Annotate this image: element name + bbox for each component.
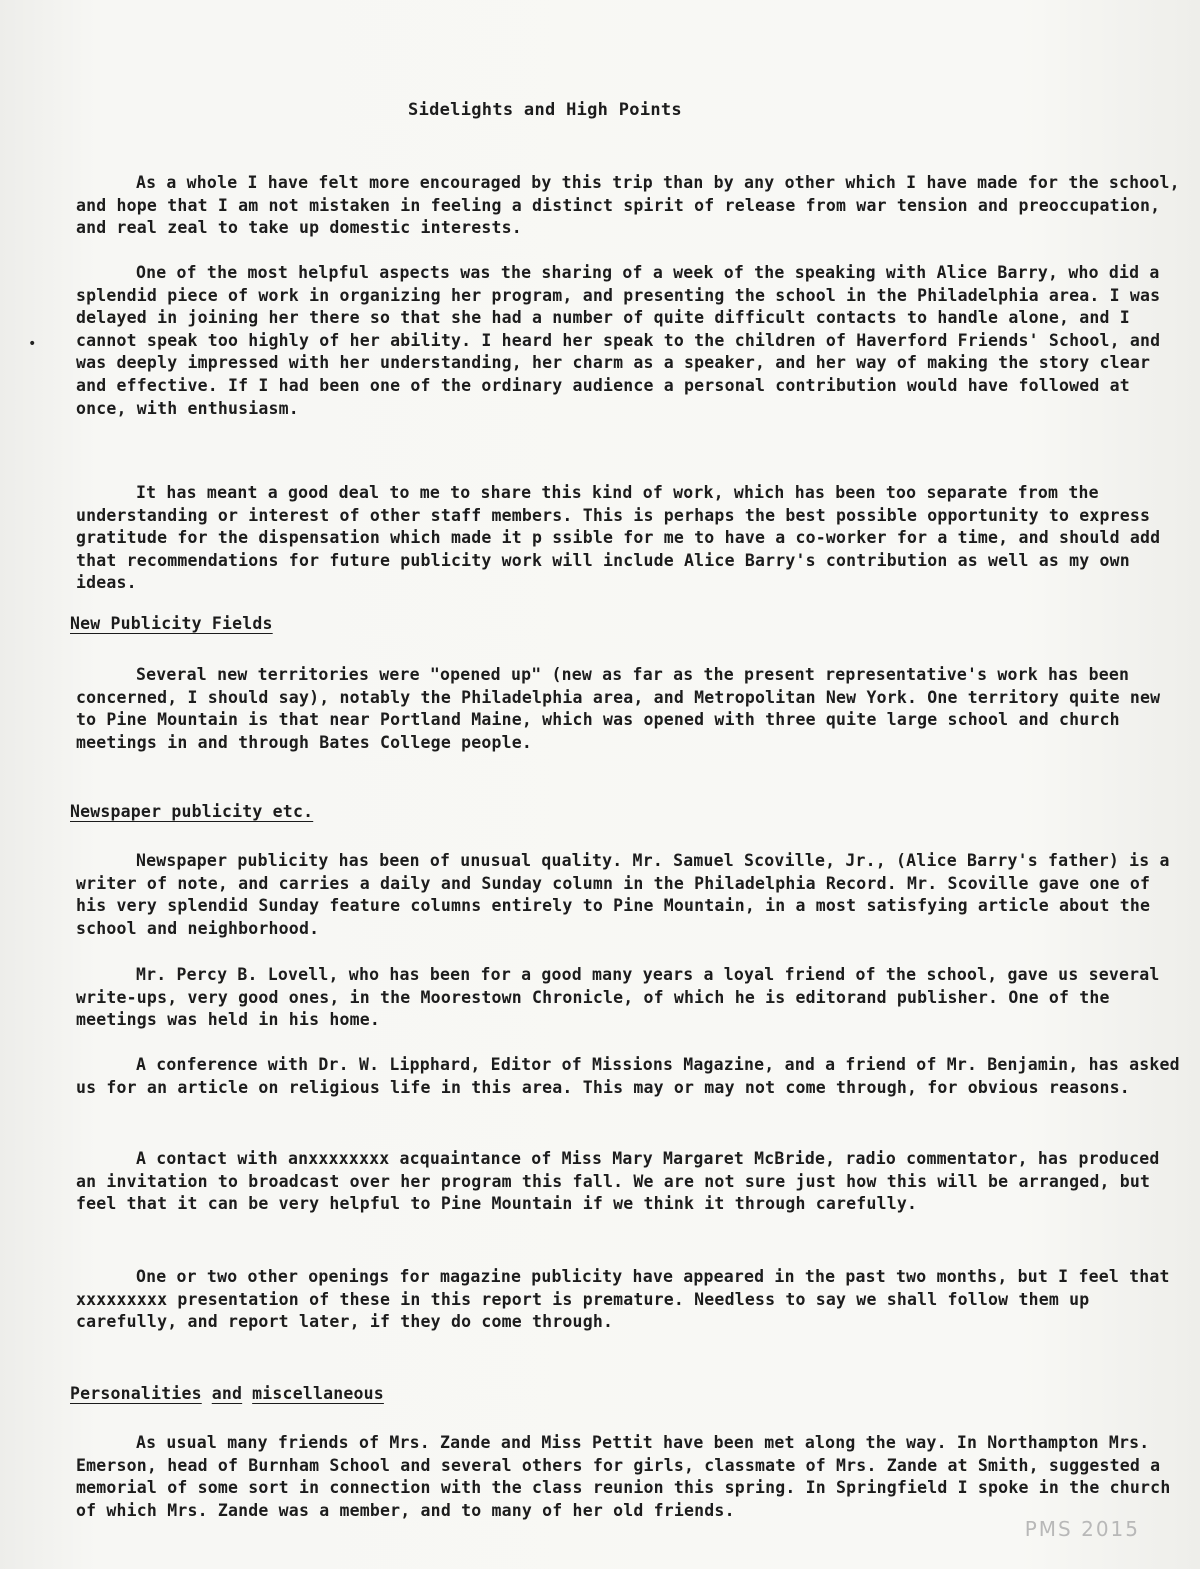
newspaper-paragraph-5: One or two other openings for magazine publicity have appeared in the past two months, but I feel that xxxxxxxxx presentation of these in this report is premature. Needless to say we shall follow them up carefully, and report later, if they do come through. [76, 1267, 1180, 1332]
margin-dot: • [28, 336, 37, 352]
section-heading-newspaper: Newspaper publicity etc. [70, 802, 314, 821]
section-heading-personalities [70, 1384, 384, 1403]
personalities-paragraph-1: As usual many friends of Mrs. Zande and Miss Pettit have been met along the way. In Northampton Mrs. Emerson, head of Burnham School and several others for girls, classmate of Mrs. Zande at Smith, suggested a memorial of some sort in connection with the class reunion this spring. In Springfield I spoke in the church of which Mrs. Zande was a member, and to many of her old friends. [76, 1433, 1181, 1520]
newspaper-paragraph-1: Newspaper publicity has been of unusual quality. Mr. Samuel Scoville, Jr., (Alice Barry's father) is a writer of note, and carries a daily and Sunday column in the Philadelphia Record. Mr. Scoville gave one of his very splendid Sunday feature columns entirely to Pine Mountain, in a most satisfying article about the school and neighborhood. [76, 851, 1180, 938]
newspaper-paragraph-3: A conference with Dr. W. Lipphard, Editor of Missions Magazine, and a friend of Mr. Benjamin, has asked us for an article on religious life in this area. This may or may not come through, for obvious reasons. [76, 1055, 1190, 1097]
newspaper-paragraph-2: Mr. Percy B. Lovell, who has been for a good many years a loyal friend of the school, gave us several write-ups, very good ones, in the Moorestown Chronicle, of which he is editorand publisher. One of the meetings was held in his home. [76, 965, 1170, 1030]
newspaper-paragraph-4: A contact with anxxxxxxxx acquaintance of Miss Mary Margaret McBride, radio commentator, has produced an invitation to broadcast over her program this fall. We are not sure just how this will be arranged, but feel that it can be very helpful to Pine Mountain if we think it through carefully. [76, 1149, 1170, 1214]
page-title: Sidelights and High Points [408, 100, 682, 120]
intro-paragraph-3: It has meant a good deal to me to share this kind of work, which has been too separate from the understanding or interest of other staff members. This is perhaps the best possible opportunity to express gratitude for the dispensation which made it p ssible for me to have a co-worker for a time, and should add that recommendations for future publicity work will include Alice Barry's contribution as well as my own ideas. [76, 483, 1171, 593]
intro-paragraph-2: One of the most helpful aspects was the sharing of a week of the speaking with Alice Barry, who did a splendid piece of work in organizing her program, and presenting the school in the Philadelphia area. I was delayed in joining her there so that she had a number of quite difficult contacts to handle alone, and I cannot speak too highly of her ability. I heard her speak to the children of Haverford Friends' School, and was deeply impressed with her understanding, her charm as a speaker, and her way of making the story clear and effective. If I had been one of the ordinary audience a personal contribution would have followed at once, with enthusiasm. [76, 263, 1171, 418]
heading-personalities: Personalities [70, 1384, 202, 1403]
heading-miscellaneous: miscellaneous [252, 1384, 384, 1403]
heading-and: and [211, 1384, 243, 1403]
archive-stamp: PMS 2015 [1024, 1517, 1140, 1541]
intro-paragraph-1: As a whole I have felt more encouraged by this trip than by any other which I have made for the school, and hope that I am not mistaken in feeling a distinct spirit of release from war tension and preoccupation, and real zeal to take up domestic interests. [76, 173, 1190, 238]
new-publicity-paragraph-1: Several new territories were "opened up" (new as far as the present representative's work has been concerned, I should say), notably the Philadelphia area, and Metropolitan New York. One territory quite new to Pine Mountain is that near Portland Maine, which was opened with three quite large school and church meetings in and through Bates College people. [76, 665, 1171, 752]
section-heading-new-publicity: New Publicity Fields [70, 614, 273, 633]
